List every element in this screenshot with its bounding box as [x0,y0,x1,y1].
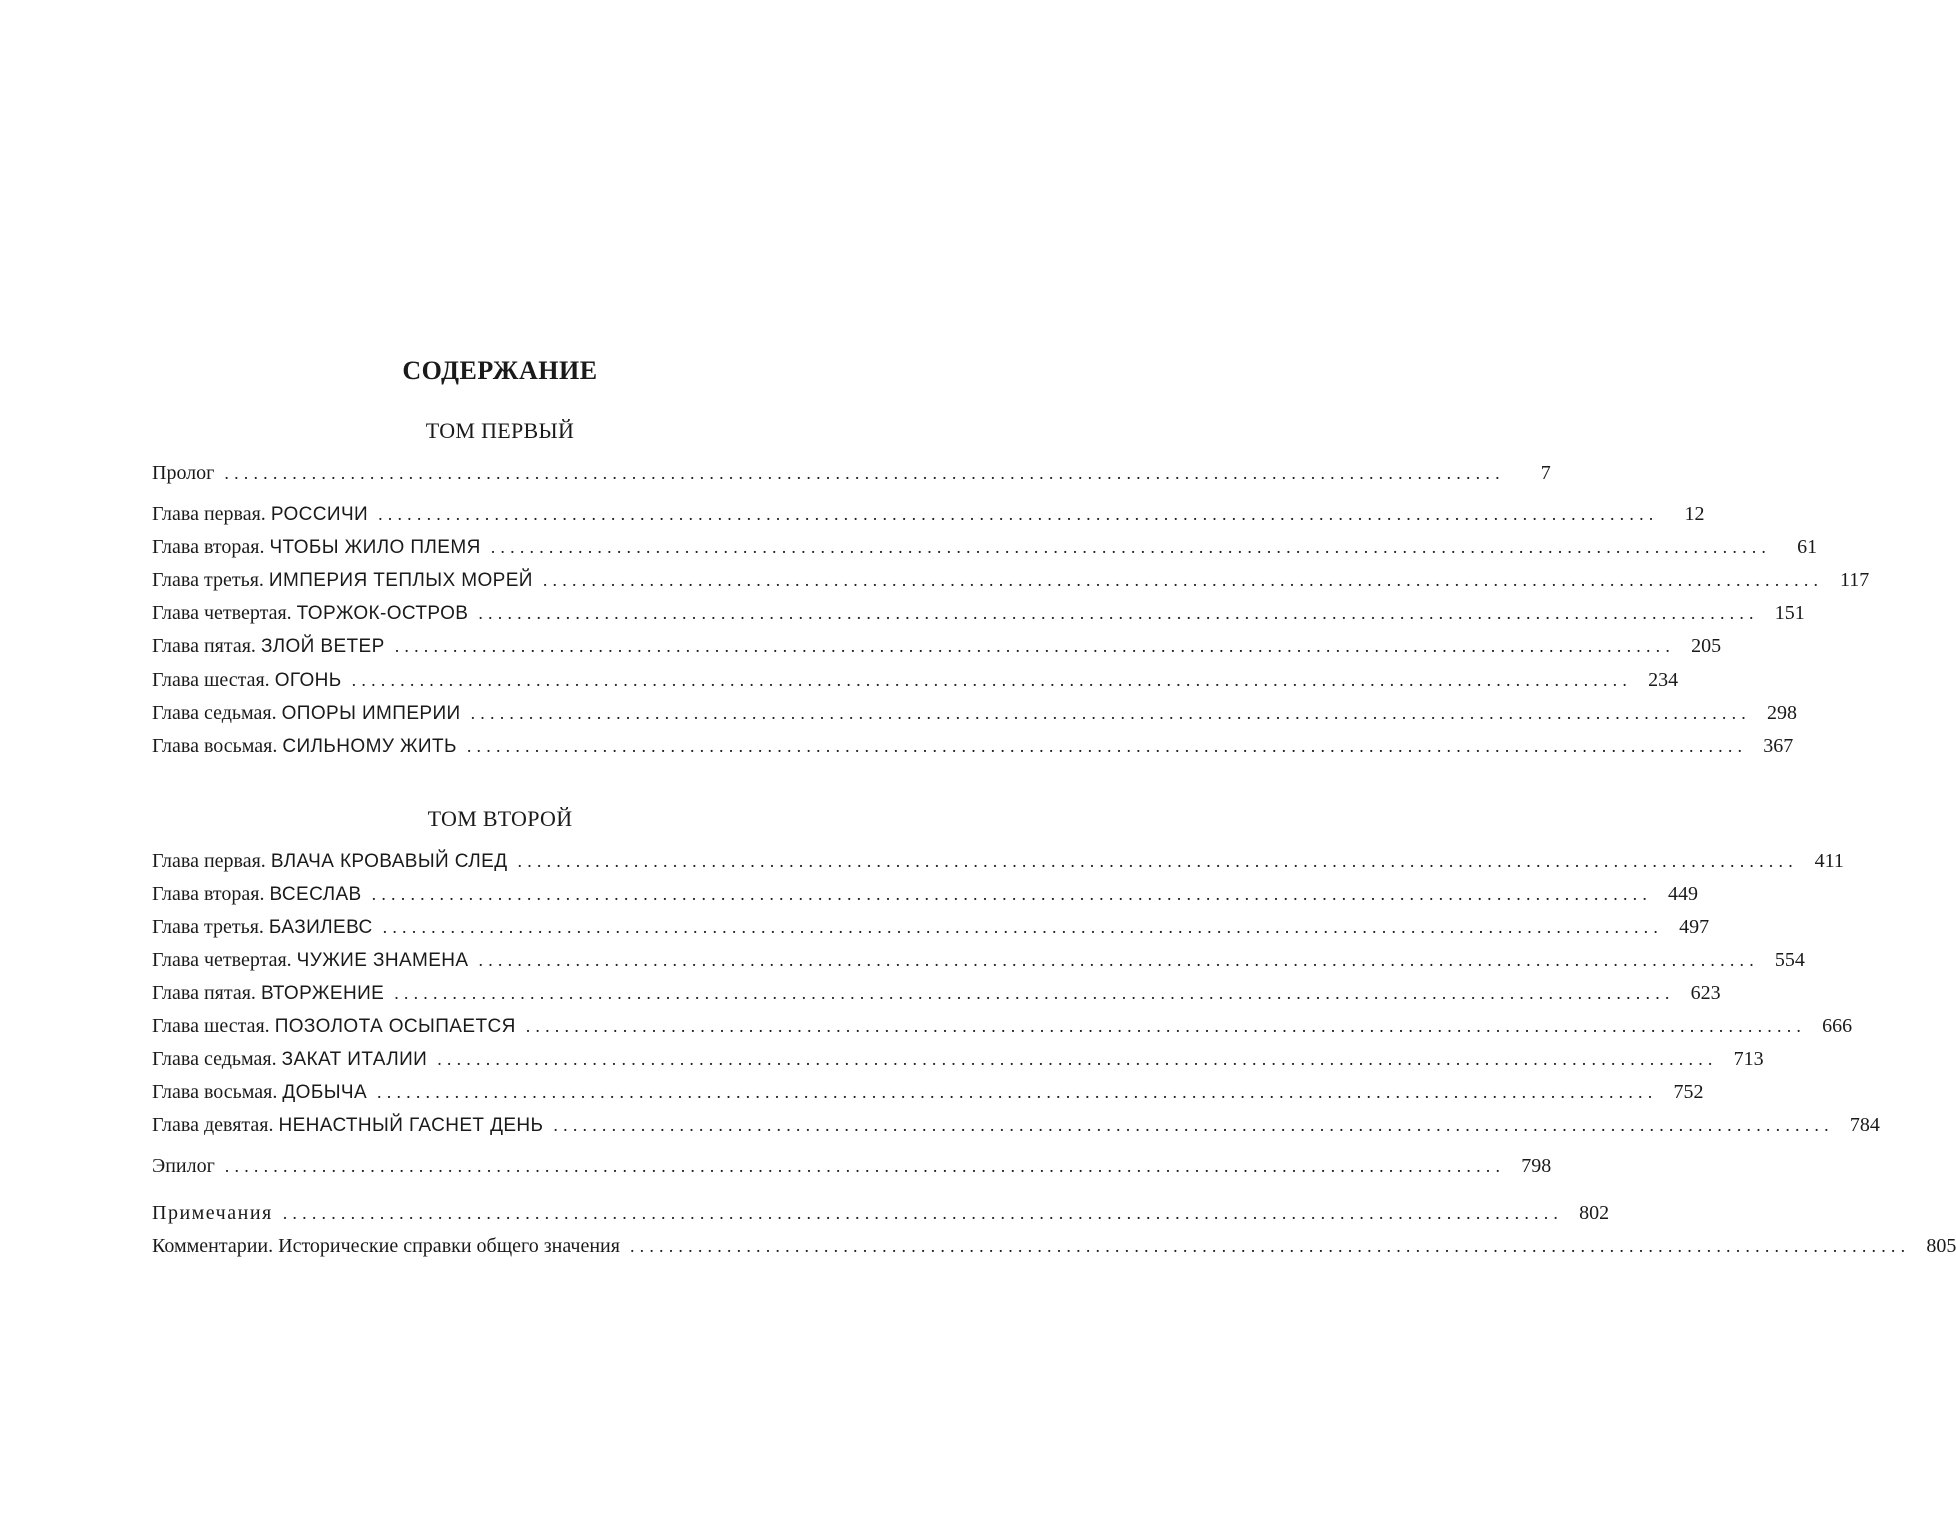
toc-page-number: 497 [1679,916,1710,938]
toc-page-number: 205 [1691,635,1722,657]
dot-leader: .................................................................................................................................... [466,736,1748,756]
toc-entry[interactable] [152,564,1870,596]
toc-entry-label: Глава четвертая. ТОРЖОК-ОСТРОВ [152,602,469,624]
dot-leader: .................................................................................................................................... [382,917,1664,937]
toc-entry[interactable] [152,845,1844,877]
toc-entry-label: Эпилог [152,1155,215,1177]
toc-entry-label: Глава седьмая. ЗАКАТ ИТАЛИИ [152,1048,428,1070]
toc-page-number: 802 [1579,1202,1610,1224]
toc-entry-label: Глава восьмая. ДОБЫЧА [152,1081,368,1103]
toc-entry-label: Пролог [152,462,215,484]
toc-page-number: 623 [1690,982,1721,1004]
toc-entry-label: Глава третья. ИМПЕРИЯ ТЕПЛЫХ МОРЕЙ [152,569,533,591]
dot-leader: .................................................................................................................................... [478,950,1759,970]
dot-leader: .................................................................................................................................... [377,1082,1658,1102]
toc-entry-label: Глава пятая. ЗЛОЙ ВЕТЕР [152,635,385,657]
dot-leader: .................................................................................................................................... [470,703,1751,723]
toc-entry[interactable] [152,630,1722,662]
dot-leader: .................................................................................................................................... [371,884,1653,904]
toc-page-number: 784 [1849,1114,1880,1136]
toc-entry[interactable] [152,664,1679,696]
toc-page-number: 367 [1763,735,1794,757]
toc-entry[interactable] [152,1076,1704,1108]
toc-entry[interactable] [152,944,1805,976]
toc-entry-prologue[interactable] [152,457,1551,489]
toc-entry-label: Глава седьмая. ОПОРЫ ИМПЕРИИ [152,702,461,724]
dot-leader: .................................................................................................................................... [394,636,1676,656]
toc-page-number: 713 [1733,1048,1764,1070]
toc-entry-label: Глава восьмая. СИЛЬНОМУ ЖИТЬ [152,735,457,757]
toc-entry[interactable] [152,878,1699,910]
toc-page-number: 805 [1926,1235,1956,1257]
toc-entry-epilogue[interactable] [152,1150,1552,1182]
toc-page-number: 117 [1839,569,1870,591]
toc-entry-label: Глава девятая. НЕНАСТНЫЙ ГАСНЕТ ДЕНЬ [152,1114,544,1136]
toc-entry-label: Глава пятая. ВТОРЖЕНИЕ [152,982,385,1004]
toc-page-number: 151 [1774,602,1805,624]
dot-leader: .................................................................................................................................... [437,1049,1718,1069]
toc-page-number: 298 [1767,702,1797,724]
volume-2-heading: ТОМ ВТОРОЙ [427,806,573,831]
toc-entry-label: Комментарии. Исторические справки общего значения [152,1235,620,1257]
toc-entry[interactable] [152,911,1710,943]
toc-entry[interactable] [152,1109,1880,1141]
dot-leader: .................................................................................................................................... [394,983,1675,1003]
dot-leader: .................................................................................................................................... [525,1016,1807,1036]
dot-leader: .................................................................................................................................... [517,851,1798,871]
dot-leader: .................................................................................................................................... [378,504,1659,524]
toc-entry[interactable] [152,498,1705,530]
toc-entry-label: Глава вторая. ВСЕСЛАВ [152,883,362,905]
toc-entry[interactable] [152,1043,1764,1075]
toc-entry-label: Глава третья. БАЗИЛЕВС [152,916,373,938]
toc-page-number: 554 [1774,949,1805,971]
toc-entry[interactable] [152,730,1794,762]
toc-page-number: 61 [1797,536,1818,558]
toc-page-number: 666 [1822,1015,1853,1037]
dot-leader: .................................................................................................................................... [351,670,1633,690]
toc-page-number: 234 [1648,669,1679,691]
toc-entry-label: Глава вторая. ЧТОБЫ ЖИЛО ПЛЕМЯ [152,536,481,558]
page-title: СОДЕРЖАНИЕ [402,356,598,385]
dot-leader: .................................................................................................................................... [490,537,1772,557]
toc-page-number: 411 [1814,850,1844,872]
dot-leader: .................................................................................................................................... [629,1236,1911,1256]
toc-entry[interactable] [152,977,1721,1009]
toc-entry-commentary[interactable] [152,1230,1956,1262]
toc-entry-label: Глава шестая. ОГОНЬ [152,669,342,691]
toc-page-number: 12 [1684,503,1705,525]
toc-entry-label: Глава четвертая. ЧУЖИЕ ЗНАМЕНА [152,949,469,971]
toc-entry-label: Примечания [152,1202,273,1224]
toc-page-number: 752 [1673,1081,1704,1103]
toc-entry[interactable] [152,697,1797,729]
dot-leader: .................................................................................................................................... [224,1156,1506,1176]
toc-page-number: 798 [1521,1155,1552,1177]
toc-entry[interactable] [152,531,1818,563]
dot-leader: .................................................................................................................................... [553,1115,1834,1135]
toc-page-number: 449 [1668,883,1699,905]
toc-entry[interactable] [152,1010,1853,1042]
dot-leader: .................................................................................................................................... [282,1203,1564,1223]
dot-leader: .................................................................................................................................... [224,463,1505,483]
dot-leader: .................................................................................................................................... [478,603,1759,623]
toc-entry-label: Глава первая. ВЛАЧА КРОВАВЫЙ СЛЕД [152,850,508,872]
toc-entry-notes[interactable] [152,1197,1610,1229]
toc-entry[interactable] [152,597,1805,629]
toc-entry-label: Глава первая. РОССИЧИ [152,503,369,525]
dot-leader: .................................................................................................................................... [542,570,1824,590]
volume-1-heading: ТОМ ПЕРВЫЙ [425,418,575,443]
toc-page-number: 7 [1540,462,1551,484]
toc-entry-label: Глава шестая. ПОЗОЛОТА ОСЫПАЕТСЯ [152,1015,516,1037]
